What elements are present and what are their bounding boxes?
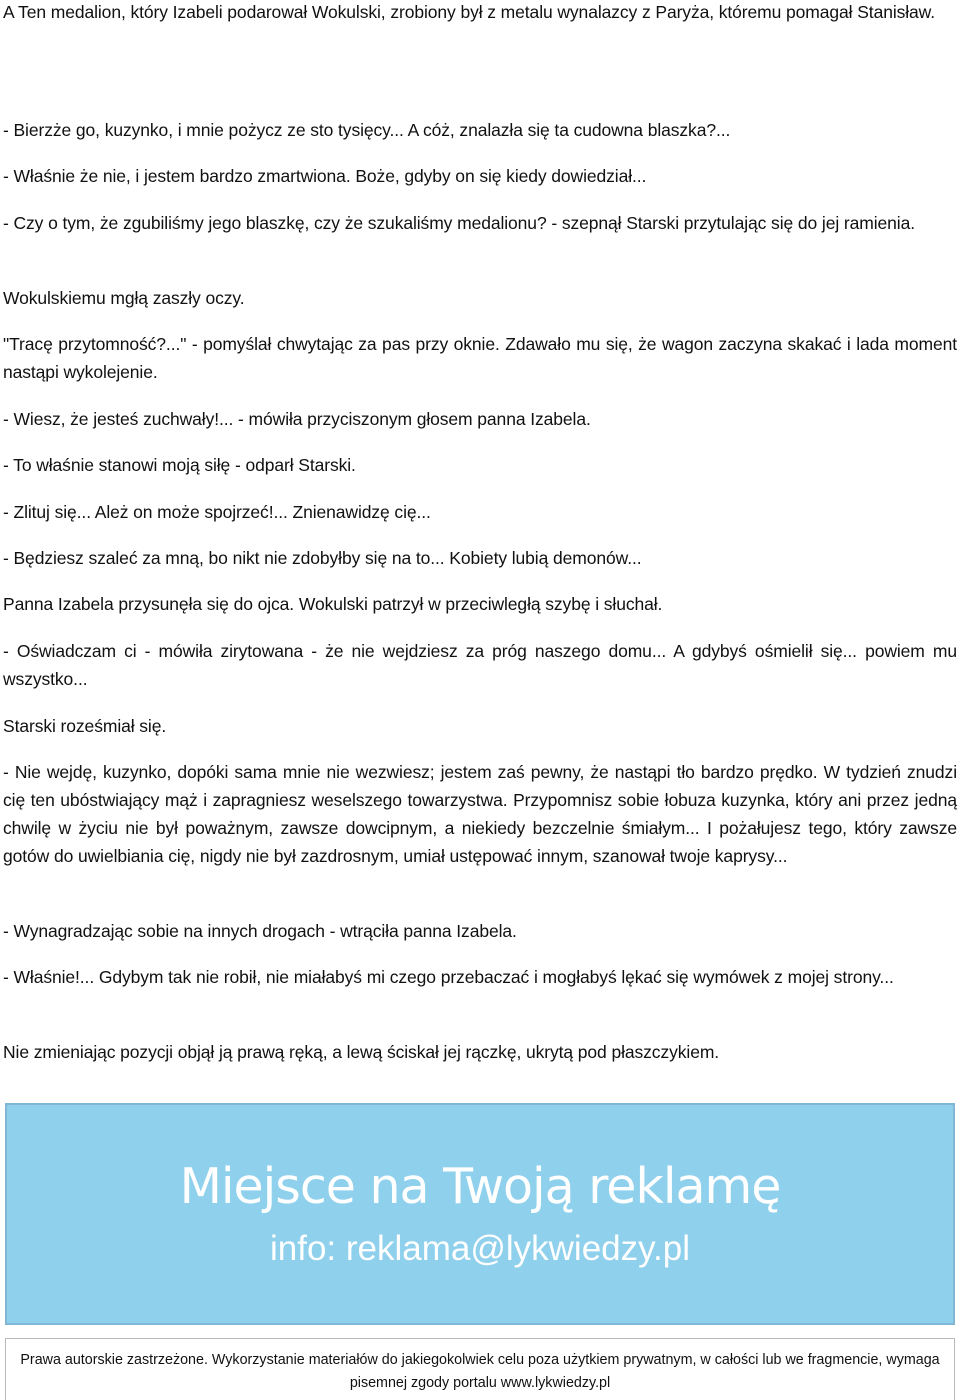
- paragraph: - Zlituj się... Ależ on może spojrzeć!... Znienawidzę cię...: [3, 502, 431, 522]
- paragraph: Panna Izabela przysunęła się do ojca. Wokulski patrzył w przeciwległą szybę i słuchał.: [3, 594, 663, 614]
- paragraph: "Tracę przytomność?..." - pomyślał chwytając za pas przy oknie. Zdawało mu się, że wagon zaczyna skakać i lada moment nastąpi wykolejenie.: [3, 334, 957, 382]
- paragraph: - Nie wejdę, kuzynko, dopóki sama mnie nie wezwiesz; jestem zaś pewny, że nastąpi tło bardzo prędko. W tydzień znudzi cię ten ubóstwiający mąż i zapragniesz weselszego towarzystwa. Przypomnisz sobie łobuza kuzynka, który ani przez jedną chwilę w życiu nie był poważnym, zawsze dowcipnym, a niekiedy bezczelnie śmiałym... I pożałujesz tego, który zawsze gotów do uwielbiania cię, nigdy nie był zazdrosnym, umiał ustępować innym, szanował twoje kaprysy...: [3, 762, 957, 866]
- paragraph: - Właśnie że nie, i jestem bardzo zmartwiona. Boże, gdyby on się kiedy dowiedział...: [3, 166, 647, 186]
- paragraph: - Wiesz, że jesteś zuchwały!... - mówiła przyciszonym głosem panna Izabela.: [3, 409, 591, 429]
- paragraph: - Bierzże go, kuzynko, i mnie pożycz ze sto tysięcy... A cóż, znalazła się ta cudowna blaszka?...: [3, 120, 731, 140]
- paragraph: - To właśnie stanowi moją siłę - odparł Starski.: [3, 455, 356, 475]
- paragraph: Starski roześmiał się.: [3, 716, 167, 736]
- ad-contact-email[interactable]: info: reklama@lykwiedzy.pl: [269, 1229, 691, 1268]
- paragraph: - Będziesz szaleć za mną, bo nikt nie zdobyłby się na to... Kobiety lubią demonów...: [3, 548, 642, 568]
- ad-headline: Miejsce na Twoją reklamę: [179, 1158, 781, 1215]
- paragraph: - Oświadczam ci - mówiła zirytowana - że nie wejdziesz za próg naszego domu... A gdybyś ośmielił się... powiem mu wszystko...: [3, 641, 957, 689]
- paragraph: A Ten medalion, który Izabeli podarował Wokulski, zrobiony był z metalu wynalazcy z Paryża, któremu pomagał Stanisław.: [3, 2, 936, 22]
- advertisement-banner[interactable]: [5, 1103, 955, 1325]
- copyright-footer: [5, 1338, 955, 1400]
- copyright-text: Prawa autorskie zastrzeżone. Wykorzystanie materiałów do jakiegokolwiek celu poza użytkiem prywatnym, w całości lub we fragmencie, wymaga pisemnej zgody portalu www.lykwiedzy.pl: [20, 1352, 940, 1391]
- paragraph: - Czy o tym, że zgubiliśmy jego blaszkę, czy że szukaliśmy medalionu? - szepnął Starski przytulając się do jej ramienia.: [3, 213, 915, 233]
- paragraph: - Właśnie!... Gdybym tak nie robił, nie miałabyś mi czego przebaczać i mogłabyś lękać się wymówek z mojej strony...: [3, 967, 894, 987]
- paragraph: - Wynagradzając sobie na innych drogach - wtrąciła panna Izabela.: [3, 921, 517, 941]
- paragraph: Nie zmieniając pozycji objął ją prawą ręką, a lewą ściskał jej rączkę, ukrytą pod płaszczykiem.: [3, 1042, 720, 1062]
- paragraph: Wokulskiemu mgłą zaszły oczy.: [3, 288, 245, 308]
